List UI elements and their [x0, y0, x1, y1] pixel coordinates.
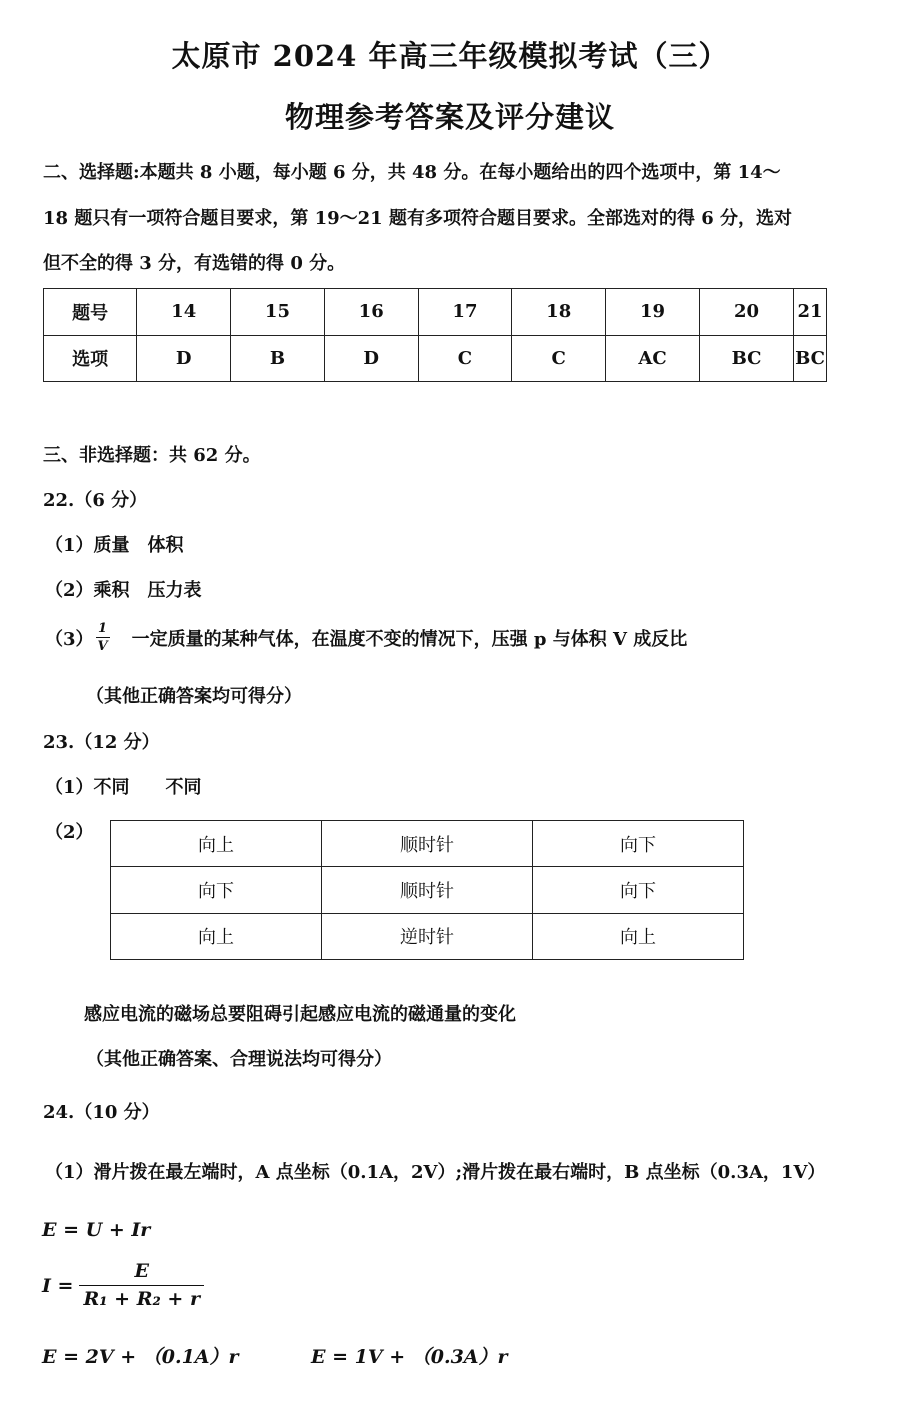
q22-note: （其他正确答案均可得分）	[86, 686, 302, 707]
q23-conclusion: 感应电流的磁场总要阻碍引起感应电流的磁通量的变化	[84, 1004, 516, 1025]
q22-part2: （2）乘积 压力表	[45, 580, 202, 601]
equation-point-b: E = 1V + （0.3A）r	[311, 1346, 508, 1368]
question-number: 17	[418, 289, 512, 336]
section2-intro-line2: 18 题只有一项符合题目要求，第 19～21 题有多项符合题目要求。全部选对的得 6 分，选对	[43, 208, 793, 229]
answer-choice: C	[418, 335, 512, 382]
answer-choice: C	[512, 335, 606, 382]
answer-table	[43, 288, 827, 382]
current-fraction	[79, 1262, 204, 1309]
table-row	[111, 867, 744, 913]
table-row	[111, 913, 744, 959]
table-cell: 向上	[111, 913, 322, 959]
section2-intro-line1: 二、选择题:本题共 8 小题，每小题 6 分，共 48 分。在每小题给出的四个选项中，第 14～	[43, 162, 781, 183]
question-number: 19	[606, 289, 700, 336]
page-title: 太原市 2024 年高三年级模拟考试（三）	[171, 39, 729, 73]
one-over-v-fraction	[96, 622, 110, 653]
question-number: 14	[137, 289, 231, 336]
q23-note: （其他正确答案、合理说法均可得分）	[86, 1049, 392, 1070]
equation-emf: E = U + Ir	[42, 1219, 151, 1241]
fraction-numerator: E	[134, 1260, 149, 1282]
q23-heading: 23.（12 分）	[43, 732, 160, 753]
section2-intro-line3: 但不全的得 3 分，有选错的得 0 分。	[43, 253, 346, 274]
section3-heading: 三、非选择题：共 62 分。	[43, 445, 261, 466]
table-cell: 向下	[533, 821, 744, 867]
question-number: 16	[324, 289, 418, 336]
q24-heading: 24.（10 分）	[43, 1102, 160, 1123]
answer-choice: BC	[794, 335, 827, 382]
row-label-answer: 选项	[44, 335, 137, 382]
table-cell: 顺时针	[322, 867, 533, 913]
fraction-denominator: R₁ + R₂ + r	[79, 1285, 204, 1309]
q22-heading: 22.（6 分）	[43, 490, 148, 511]
table-row	[44, 289, 827, 336]
q22-part3-prefix: （3）	[45, 628, 94, 650]
q23-part1: （1）不同 不同	[45, 777, 202, 798]
row-label-number: 题号	[44, 289, 137, 336]
table-cell: 顺时针	[322, 821, 533, 867]
table-cell: 向下	[111, 867, 322, 913]
table-cell: 逆时针	[322, 913, 533, 959]
table-row	[111, 821, 744, 867]
table-row	[44, 335, 827, 382]
equation-point-a: E = 2V + （0.1A）r	[42, 1346, 239, 1368]
q24-part1: （1）滑片拨在最左端时，A 点坐标（0.1A，2V）;滑片拨在最右端时，B 点坐标（0.3A，1V）	[45, 1162, 826, 1183]
q22-part3-text: 一定质量的某种气体，在温度不变的情况下，压强 p 与体积 V 成反比	[131, 628, 688, 650]
question-number: 18	[512, 289, 606, 336]
equation-current-lhs: I =	[42, 1274, 74, 1297]
fraction-numerator: 1	[98, 621, 108, 636]
question-number: 21	[794, 289, 827, 336]
question-number: 15	[231, 289, 325, 336]
question-number: 20	[700, 289, 794, 336]
induction-table	[110, 820, 744, 960]
page-subtitle: 物理参考答案及评分建议	[284, 100, 615, 134]
fraction-denominator: V	[97, 639, 108, 654]
q22-part1: （1）质量 体积	[45, 535, 184, 556]
table-cell: 向上	[533, 913, 744, 959]
answer-choice: B	[231, 335, 325, 382]
q22-part3	[45, 622, 687, 653]
q23-part2-label: （2）	[45, 822, 94, 843]
answer-choice: D	[137, 335, 231, 382]
answer-choice: BC	[700, 335, 794, 382]
table-cell: 向下	[533, 867, 744, 913]
equation-current	[42, 1262, 204, 1309]
answer-choice: D	[324, 335, 418, 382]
answer-choice: AC	[606, 335, 700, 382]
table-cell: 向上	[111, 821, 322, 867]
